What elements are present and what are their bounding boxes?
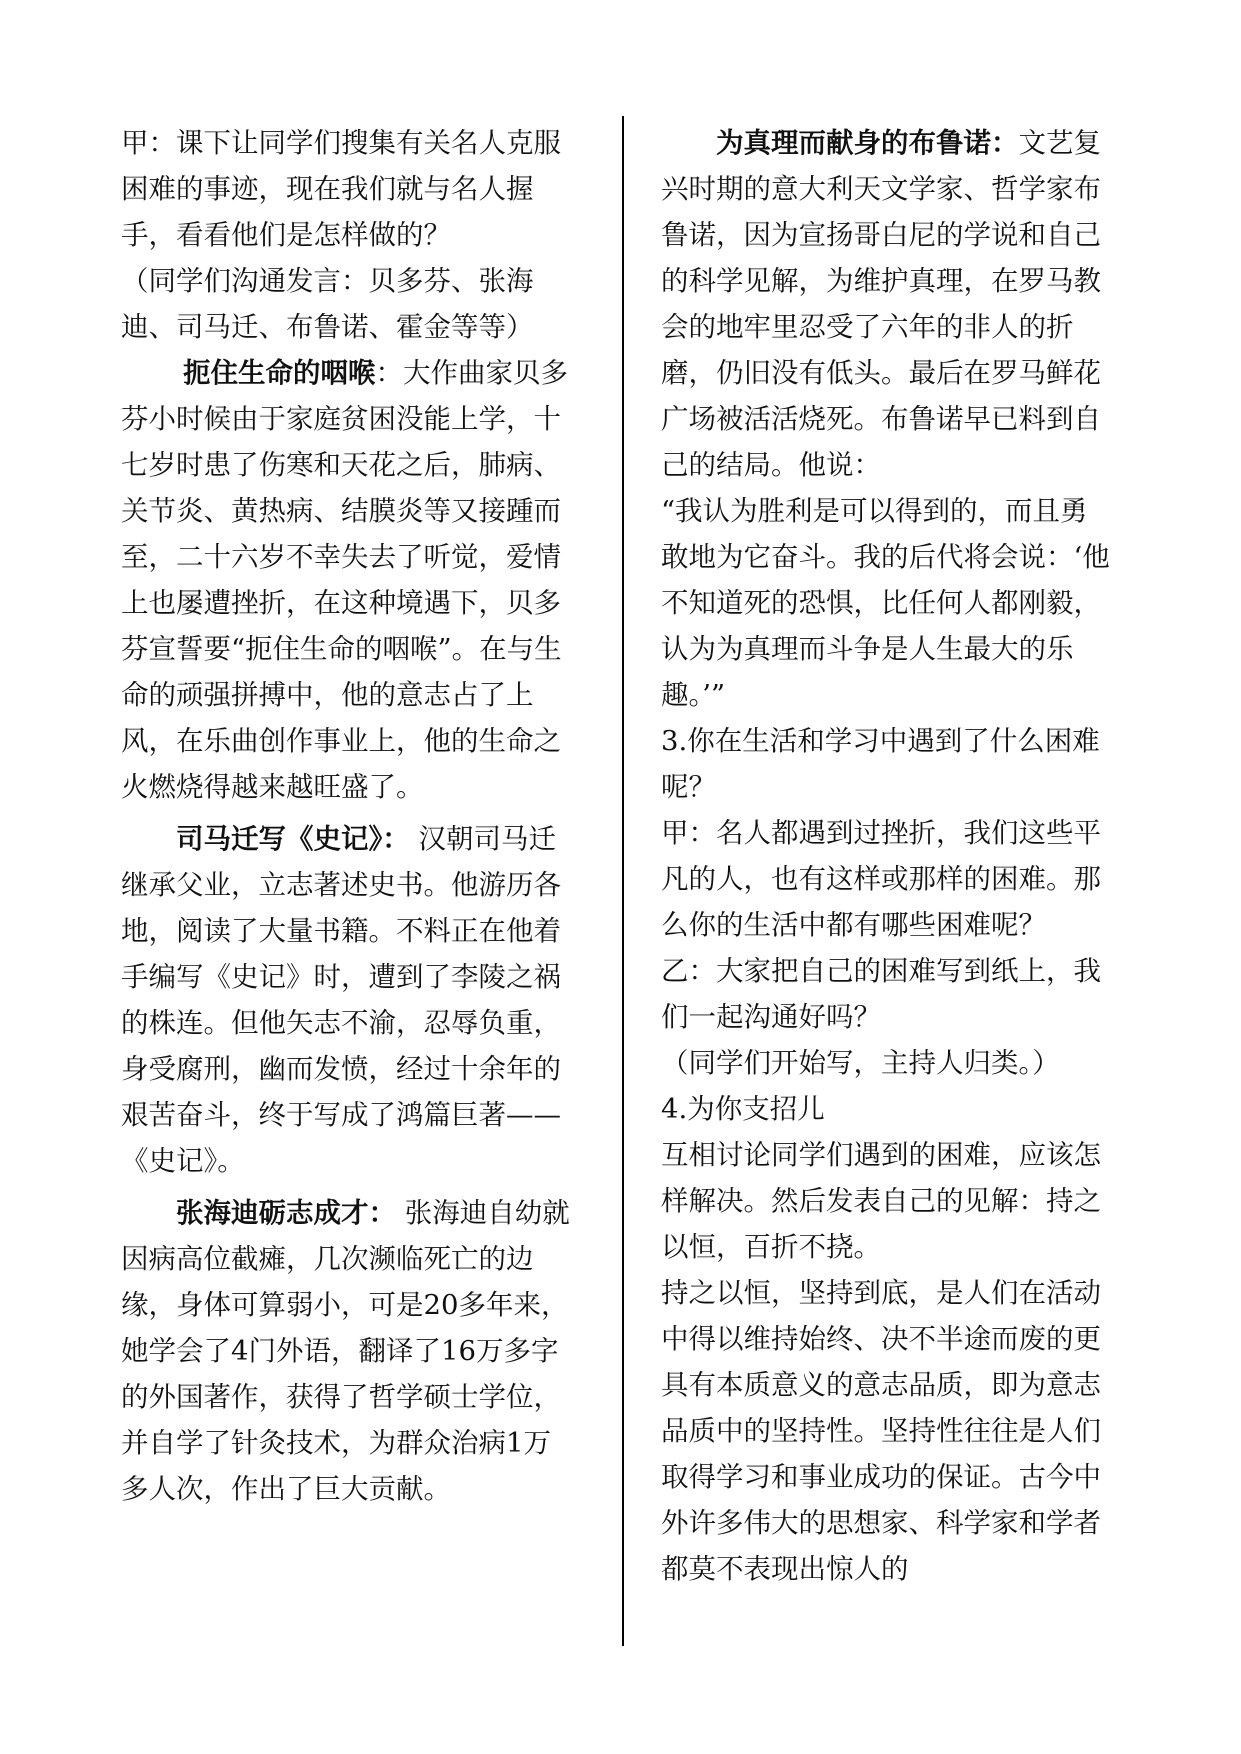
- zhanghaidi-text: 张海迪自幼就因病高位截瘫，几次濒临死亡的边缘，身体可算弱小，可是20多年来，她学会了4门外语，翻译了16万多字的外国著作，获得了哲学硕士学位，并自学了针灸技术，为群众治病1万多人次，作出了巨大贡献。: [121, 1197, 570, 1505]
- jia-paragraph: 甲：名人都遇到过挫折，我们这些平凡的人，也有这样或那样的困难。那么你的生活中都有哪些困难呢？: [661, 817, 1101, 941]
- yi-paragraph: 乙：大家把自己的困难写到纸上，我们一起沟通好吗？: [661, 955, 1101, 1033]
- discuss-paragraph: 互相讨论同学们遇到的困难，应该怎样解决。然后发表自己的见解：持之以恒，百折不挠。: [661, 1139, 1101, 1263]
- column-divider: [622, 116, 624, 1646]
- right-column: [661, 120, 1113, 1592]
- beethoven-title: 扼住生命的咽喉: [183, 357, 376, 389]
- intro-paragraph: 甲：课下让同学们搜集有关名人克服困难的事迹，现在我们就与名人握手，看看他们是怎样做的？: [121, 127, 561, 251]
- bruno-quote: “我认为胜利是可以得到的，而且勇敢地为它奋斗。我的后代将会说：‘他不知道死的恐惧，比任何人都刚毅，认为为真理而斗争是人生最大的乐趣。’”: [661, 495, 1110, 711]
- simaqian-paragraph: [121, 816, 573, 1184]
- bruno-text: 文艺复兴时期的意大利天文学家、哲学家布鲁诺，因为宣扬哥白尼的学说和自己的科学见解，为维护真理，在罗马教会的地牢里忍受了六年的非人的折磨，仍旧没有低头。最后在罗马鲜花广场被活活烧死。布鲁诺早已料到自己的结局。他说：: [661, 127, 1101, 481]
- zhanghaidi-title: 张海迪砺志成才：: [176, 1197, 396, 1229]
- left-column: [121, 120, 573, 1512]
- beethoven-paragraph: [121, 350, 573, 810]
- simaqian-text: 汉朝司马迁继承父业，立志著述史书。他游历各地，阅读了大量书籍。不料正在他着手编写《史记》时，遭到了李陵之祸的株连。但他矢志不渝，忍辱负重，身受腐刑，幽而发愤，经过十余年的艰苦奋斗，终于写成了鸿篇巨著——《史记》。: [121, 823, 561, 1177]
- bruno-title: 为真理而献身的布鲁诺：: [716, 127, 1019, 159]
- zhanghaidi-paragraph: [121, 1190, 573, 1512]
- yi-note: （同学们开始写，主持人归类。）: [661, 1047, 1060, 1079]
- question-3: 3.你在生活和学习中遇到了什么困难呢？: [661, 725, 1100, 803]
- intro-note: （同学们沟通发言：贝多芬、张海迪、司马迁、布鲁诺、霍金等等）: [121, 265, 534, 343]
- beethoven-text: ：大作曲家贝多芬小时候由于家庭贫困没能上学，十七岁时患了伤寒和天花之后，肺病、关节炎、黄热病、结膜炎等又接踵而至，二十六岁不幸失去了听觉，爱情上也屡遭挫折，在这种境遇下，贝多芬宣誓要“扼住生命的咽喉”。在与生命的顽强拼搏中，他的意志占了上风，在乐曲创作事业上，他的生命之火燃烧得越来越旺盛了。: [121, 357, 568, 803]
- simaqian-title: 司马迁写《史记》：: [176, 823, 410, 855]
- bruno-paragraph: [661, 120, 1113, 488]
- question-4: 4.为你支招儿: [661, 1093, 825, 1125]
- persist-paragraph: 持之以恒，坚持到底，是人们在活动中得以维持始终、决不半途而废的更具有本质意义的意志品质，即为意志品质中的坚持性。坚持性往往是人们取得学习和事业成功的保证。古今中外许多伟大的思想家、科学家和学者都莫不表现出惊人的: [661, 1277, 1101, 1585]
